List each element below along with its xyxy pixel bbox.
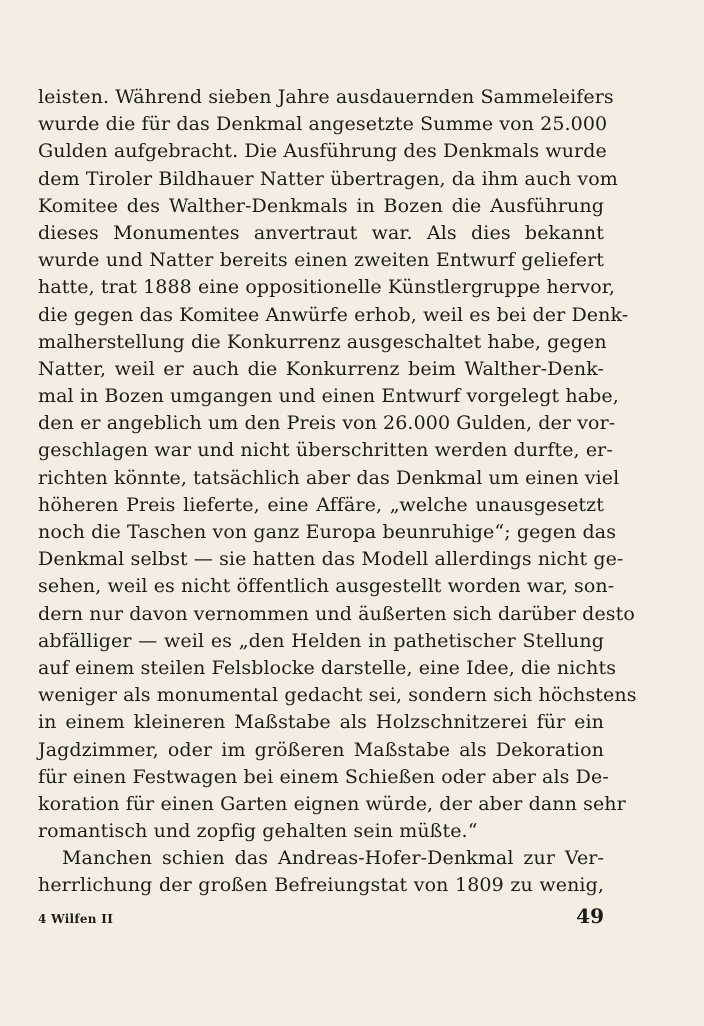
text-line: sehen, weil es nicht öffentlich ausgestellt worden war, son- (38, 575, 615, 598)
text-line: dem Tiroler Bildhauer Natter übertragen, da ihm auch vom (38, 167, 618, 190)
text-line: hatte, trat 1888 eine oppositionelle Künstlergruppe hervor, (38, 276, 616, 299)
text-line: Denkmal selbst — sie hatten das Modell allerdings nicht ge- (38, 548, 624, 571)
text-line: malherstellung die Konkurrenz ausgeschaltet habe, gegen (38, 330, 607, 353)
text-line: dern nur davon vernommen und äußerten sich darüber desto (38, 602, 635, 625)
text-line: noch die Taschen von ganz Europa beunruhige“; gegen das (38, 521, 617, 543)
text-line: herrlichung der großen Befreiungstat von 1809 zu wenig, (38, 874, 604, 897)
text-line: Gulden aufgebracht. Die Ausführung des Denkmals wurde (38, 140, 607, 163)
text-line: Manchen schien das Andreas-Hofer-Denkmal zur Ver- (62, 847, 604, 870)
text-line: die gegen das Komitee Anwürfe erhob, weil es bei der Denk- (38, 303, 629, 326)
text-line: wurde die für das Denkmal angesetzte Summe von 25.000 (38, 113, 608, 136)
text-line: weniger als monumental gedacht sei, sondern sich höchstens (38, 684, 637, 707)
text-line: leisten. Während sieben Jahre ausdauernden Sammeleifers (38, 86, 614, 108)
text-line: höheren Preis lieferte, eine Affäre, „welche unausgesetzt (38, 493, 604, 516)
text-line: in einem kleineren Maßstabe als Holzschnitzerei für ein (38, 711, 604, 734)
text-line: wurde und Natter bereits einen zweiten Entwurf geliefert (38, 249, 604, 272)
text-line: für einen Festwagen bei einem Schießen oder aber als De- (38, 765, 609, 788)
text-line: dieses Monumentes anvertraut war. Als dies bekannt (38, 221, 604, 244)
text-line: den er angeblich um den Preis von 26.000 Gulden, der vor- (38, 412, 616, 435)
page-number: 49 (576, 904, 604, 928)
text-line: richten könnte, tatsächlich aber das Denkmal um einen viel (38, 466, 620, 489)
page-footer (38, 902, 604, 932)
text-line: romantisch und zopfig gehalten sein müßte.“ (38, 820, 478, 843)
text-line: Komitee des Walther-Denkmals in Bozen die Ausführung (38, 194, 604, 217)
text-line: abfälliger — weil es „den Helden in pathetischer Stellung (38, 629, 604, 652)
signature-mark: 4 Wilfen II (38, 912, 114, 926)
text-line: geschlagen war und nicht überschritten werden durfte, er- (38, 439, 613, 462)
text-line: auf einem steilen Felsblocke darstelle, eine Idee, die nichts (38, 656, 617, 679)
text-line: Jagdzimmer, oder im größeren Maßstabe als Dekoration (38, 738, 604, 761)
body-text (38, 84, 637, 900)
text-line: koration für einen Garten eignen würde, der aber dann sehr (38, 792, 626, 815)
text-line: Natter, weil er auch die Konkurrenz beim Walther-Denk- (38, 357, 604, 380)
text-line: mal in Bozen umgangen und einen Entwurf vorgelegt habe, (38, 385, 619, 408)
